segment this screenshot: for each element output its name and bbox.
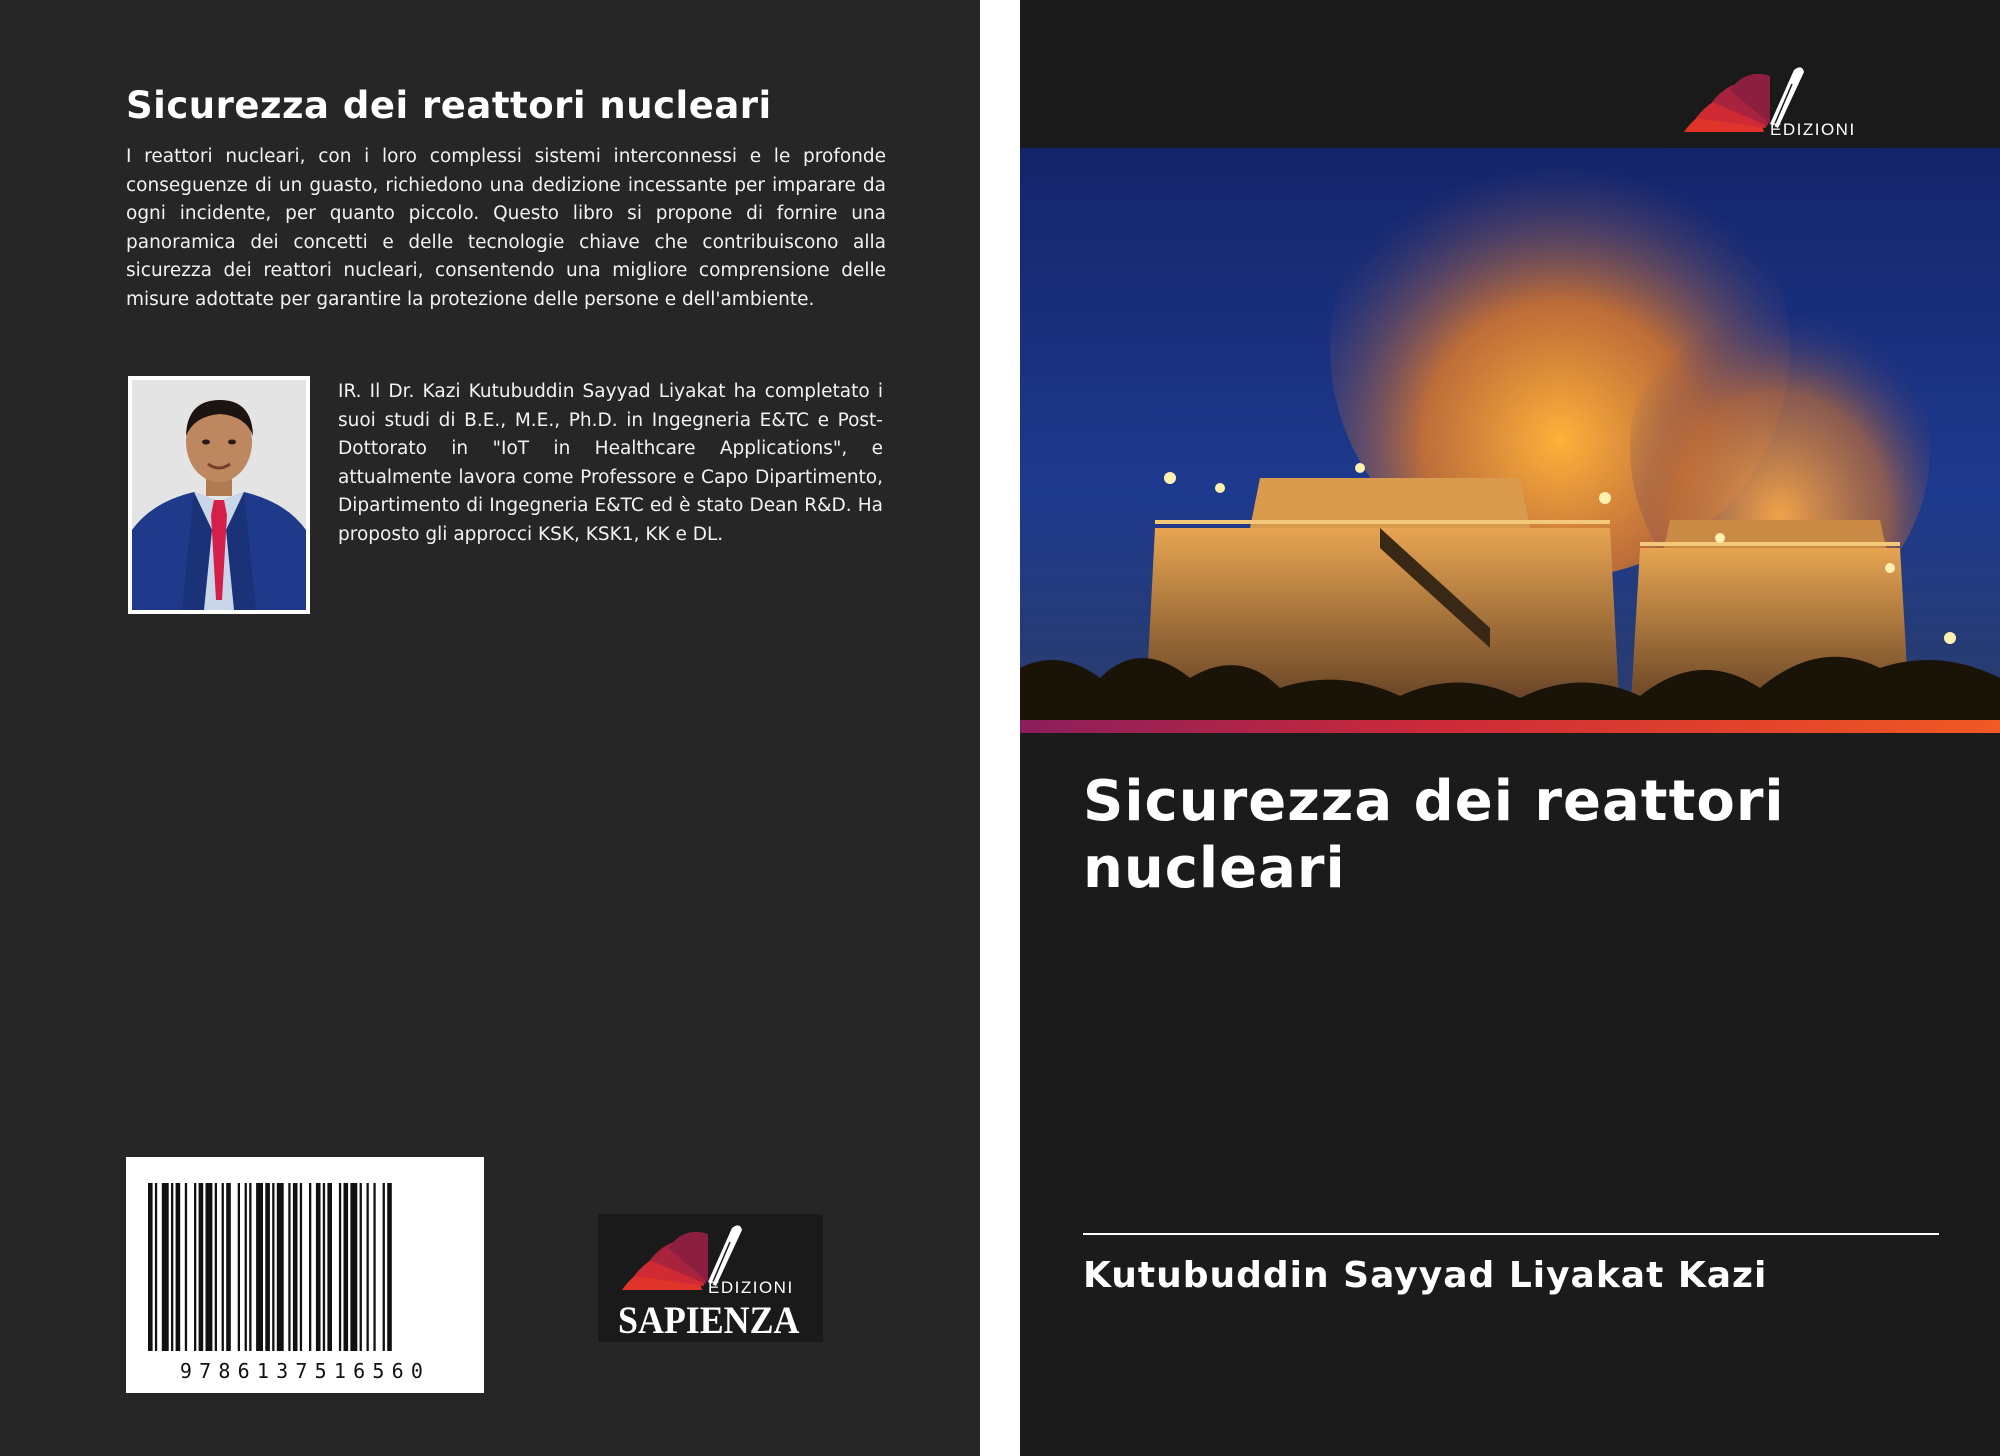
barcode-bar [215, 1183, 217, 1351]
author-bio: IR. Il Dr. Kazi Kutubuddin Sayyad Liyakat ha completato i suoi studi di B.E., M.E., Ph.D. in Ingegneria E&TC e Post-Dottorato in "IoT in Healthcare Applications", e attualmente lavora come Professore e Capo Dipartimento, Dipartimento di Ingegneria E&TC ed è stato Dean R&D. Ha proposto gli approcci KSK, KSK1, KK e DL. [338, 381, 883, 545]
barcode-bar [387, 1183, 392, 1351]
barcode-bar [360, 1183, 362, 1351]
barcode-bar [300, 1183, 302, 1351]
barcode-bar [226, 1183, 231, 1351]
barcode-bar [206, 1183, 213, 1351]
barcode-bar [339, 1183, 341, 1351]
barcode-bar [185, 1183, 187, 1351]
barcode-bar [373, 1183, 375, 1351]
barcode-bar [316, 1183, 321, 1351]
isbn-barcode [126, 1157, 484, 1393]
barcode-bar [245, 1183, 247, 1351]
barcode-bar [265, 1183, 270, 1351]
book-blurb: I reattori nucleari, con i loro complessi sistemi interconnessi e le profonde conseguenze di un guasto, richiedono una dedizione incessante per imparare da ogni incidente, per quanto piccolo. Questo libro si propone di fornire una panoramica dei concetti e delle tecnologie chiave che contribuiscono alla sicurezza dei reattori nucleari, consentendo una migliore comprensione delle misure adottate per garantire la protezione delle persone e dell'ambiente. [126, 146, 886, 310]
barcode-bar [222, 1183, 224, 1351]
publisher-edizioni-label: EDIZIONI [1770, 120, 1856, 139]
back-cover-title: Sicurezza dei reattori nucleari [126, 84, 772, 127]
barcode-bar [148, 1183, 153, 1351]
accent-stripe [1020, 720, 2000, 733]
barcode-bar [162, 1183, 169, 1351]
barcode-bar [272, 1183, 274, 1351]
barcode-bar [155, 1183, 157, 1351]
barcode-bar [256, 1183, 263, 1351]
barcode-bar [199, 1183, 204, 1351]
barcode-bar [323, 1183, 325, 1351]
front-cover-author: Kutubuddin Sayyad Liyakat Kazi [1083, 1255, 1768, 1296]
barcode-bar [249, 1183, 251, 1351]
front-cover-title: Sicurezza dei reattori nucleari [1083, 769, 1785, 901]
barcode-bar [309, 1183, 311, 1351]
barcode-bar [171, 1183, 173, 1351]
barcode-bar [194, 1183, 196, 1351]
barcode-bar [238, 1183, 240, 1351]
barcode-bar [350, 1183, 357, 1351]
barcode-bar [327, 1183, 332, 1351]
barcode-bar [383, 1183, 385, 1351]
publisher-edizioni-label: EDIZIONI [708, 1278, 794, 1297]
barcode-bar [277, 1183, 284, 1351]
title-divider [1083, 1233, 1939, 1235]
barcode-bar [344, 1183, 349, 1351]
barcode-bar [176, 1183, 181, 1351]
isbn-digits: 9786137516560 [179, 1359, 431, 1383]
author-photo [128, 376, 310, 614]
cover-photo-nuclear-plant [1020, 148, 2000, 720]
publisher-logo-back [598, 1214, 823, 1342]
publisher-sapienza-label: SAPIENZA [618, 1299, 800, 1342]
barcode-bar [288, 1183, 290, 1351]
barcode-bar [367, 1183, 369, 1351]
barcode-bar [293, 1183, 298, 1351]
